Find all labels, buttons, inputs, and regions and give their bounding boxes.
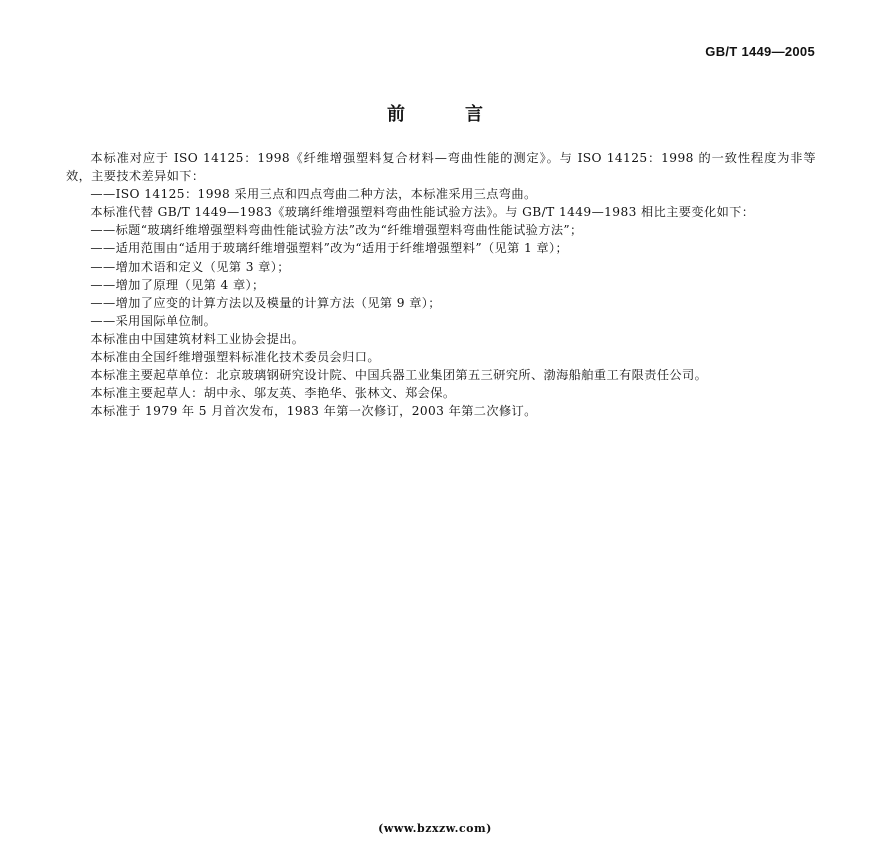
list-item: ——增加术语和定义（见第 3 章）； [90,259,290,274]
list-item: ——标题“玻璃纤维增强塑料弯曲性能试验方法”改为“纤维增强塑料弯曲性能试验方法”； [90,223,583,238]
list-item: ——ISO 14125：1998 采用三点和四点弯曲二种方法，本标准采用三点弯曲。 [90,187,537,202]
paragraph-history: 本标准于 1979 年 5 月首次发布，1983 年第一次修订，2003 年第二次修订。 [90,404,537,419]
page-title: 前言 [387,104,543,125]
list-item: ——采用国际单位制。 [90,313,217,328]
list-item: ——增加了应变的计算方法以及模量的计算方法（见第 9 章）； [90,295,441,310]
standard-number: GB/T 1449—2005 [705,44,815,59]
paragraph-iso-correspondence: 本标准对应于 ISO 14125：1998《纤维增强塑料复合材料—弯曲性能的测定》。与 ISO 14125：1998 的一致性程度为非等效，主要技术差异如下： [66,151,816,184]
paragraph-replaces: 本标准代替 GB/T 1449—1983《玻璃纤维增强塑料弯曲性能试验方法》。与 GB/T 1449—1983 相比主要变化如下： [90,205,755,220]
paragraph-drafting-units: 本标准主要起草单位：北京玻璃钢研究设计院、中国兵器工业集团第五三研究所、渤海船舶重工有限责任公司。 [90,368,708,383]
list-item: ——增加了原理（见第 4 章）； [90,277,265,292]
paragraph-administered-by: 本标准由全国纤维增强塑料标准化技术委员会归口。 [90,350,380,365]
source-footer: (www.bzxzw.com) [378,822,492,835]
paragraph-proposed-by: 本标准由中国建筑材料工业协会提出。 [90,331,305,346]
list-item: ——适用范围由“适用于玻璃纤维增强塑料”改为“适用于纤维增强塑料”（见第 1 章）； [90,241,569,256]
foreword-body [66,149,816,420]
paragraph-drafters: 本标准主要起草人：胡中永、邬友英、李艳华、张林文、郑会保。 [90,386,456,401]
